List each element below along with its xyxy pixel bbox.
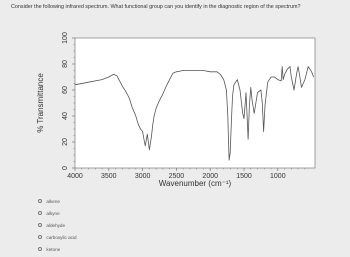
radio-button[interactable] xyxy=(38,235,42,239)
option-label: carboxylic acid xyxy=(46,234,77,240)
y-tick-label: 0 xyxy=(61,166,69,170)
x-axis-label: Wavenumber (cm⁻¹) xyxy=(158,179,232,188)
x-tick-label: 3500 xyxy=(101,173,117,180)
x-tick-label: 3000 xyxy=(134,173,151,180)
option-carboxylic-acid[interactable] xyxy=(38,233,77,241)
x-tick-label: 1000 xyxy=(270,173,286,180)
radio-button[interactable] xyxy=(38,199,42,203)
radio-button[interactable] xyxy=(38,247,42,251)
option-label: ketone xyxy=(46,246,61,252)
y-tick-label: 100 xyxy=(61,32,69,44)
x-tick-label: 4000 xyxy=(67,173,83,180)
y-tick-label: 80 xyxy=(61,60,69,68)
y-tick-label: 40 xyxy=(61,112,69,120)
option-label: aldehyde xyxy=(46,222,66,228)
y-axis-label: % Transmittance xyxy=(36,73,45,133)
option-label: alkene xyxy=(46,198,60,204)
y-tick-label: 20 xyxy=(61,138,69,146)
y-tick-label: 60 xyxy=(61,86,69,94)
plot-area xyxy=(75,38,315,168)
option-label: alkyne xyxy=(46,210,60,216)
option-alkene[interactable] xyxy=(38,197,60,205)
option-ketone[interactable] xyxy=(38,245,60,253)
x-tick-label: 1500 xyxy=(236,173,252,180)
x-tick-label: 2500 xyxy=(168,173,185,180)
y-axis xyxy=(62,32,75,170)
question-text: Consider the following infrared spectrum. What functional group can you identify in the diagnostic region of the spectrum? xyxy=(11,4,301,10)
x-tick-label: 2000 xyxy=(202,173,219,180)
option-aldehyde[interactable] xyxy=(38,221,65,229)
radio-button[interactable] xyxy=(38,223,42,227)
option-alkyne[interactable] xyxy=(38,209,60,217)
radio-button[interactable] xyxy=(38,211,42,215)
